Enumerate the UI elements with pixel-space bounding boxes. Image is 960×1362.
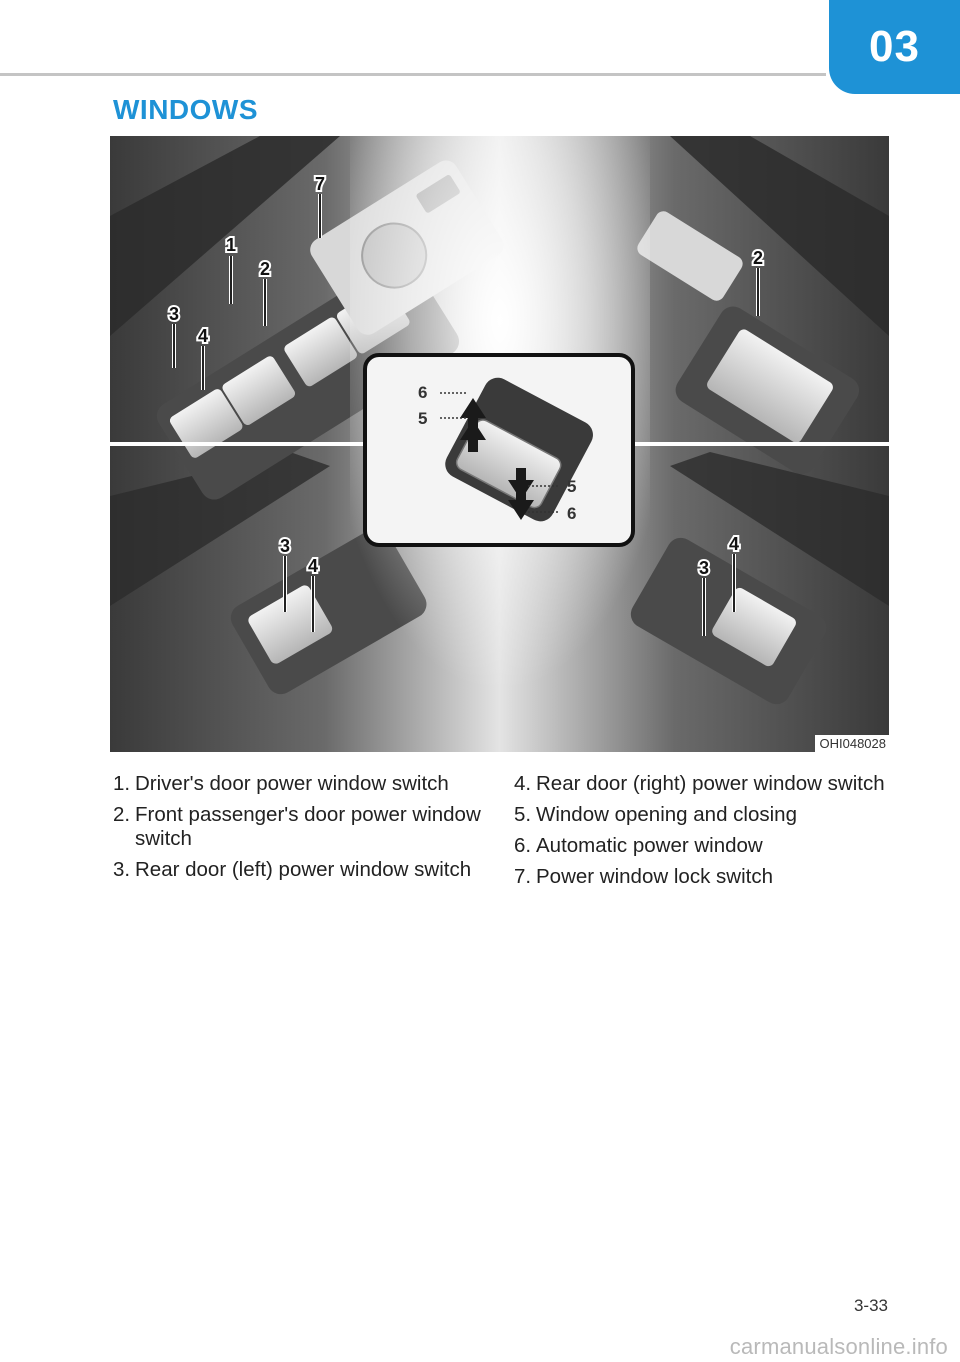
legend-item-number: 1. <box>113 772 131 795</box>
watermark: carmanualsonline.info <box>729 1334 948 1359</box>
page-number: 3-33 <box>853 1296 888 1315</box>
legend-item-number: 7. <box>514 865 532 888</box>
callout-3: 3 <box>168 304 180 324</box>
legend-item <box>113 858 493 882</box>
legend-item <box>113 803 493 851</box>
section-title: WINDOWS <box>113 94 259 125</box>
legend-item-number: 3. <box>113 858 131 881</box>
callout-2: 2 <box>259 259 271 279</box>
inset-label-6-bottom: 6 <box>567 504 577 523</box>
legend-item-text: Automatic power window <box>536 834 763 857</box>
switch-operation-inset <box>365 355 633 545</box>
legend-item <box>514 803 894 827</box>
figure-code: OHI048028 <box>815 735 890 752</box>
legend-left <box>113 772 493 889</box>
inset-label-6-top: 6 <box>418 383 428 402</box>
legend-item-text: Front passenger's door power window switch <box>135 803 481 850</box>
legend-item <box>514 865 894 889</box>
legend-item-text: Rear door (left) power window switch <box>135 858 472 881</box>
legend-item-text: Driver's door power window switch <box>135 772 449 795</box>
legend-item-text: Power window lock switch <box>536 865 773 888</box>
chapter-number: 03 <box>869 22 920 71</box>
inset-label-5-bottom: 5 <box>567 477 577 496</box>
callout-3-rear-right: 3 <box>698 558 710 578</box>
window-switches-figure <box>110 136 889 752</box>
legend-item <box>113 772 493 796</box>
legend-item-text: Rear door (right) power window switch <box>536 772 885 795</box>
callout-7: 7 <box>314 174 326 194</box>
callout-1: 1 <box>225 235 237 255</box>
callout-4-rear-right: 4 <box>728 534 740 554</box>
legend-item-number: 2. <box>113 803 131 826</box>
legend-item-text: Window opening and closing <box>536 803 797 826</box>
header-rule <box>0 73 826 76</box>
legend-right <box>514 772 894 896</box>
legend-item-number: 4. <box>514 772 532 795</box>
legend-item <box>514 834 894 858</box>
legend-item-number: 5. <box>514 803 532 826</box>
callout-4-rear-left: 4 <box>307 556 319 576</box>
chapter-tab <box>829 0 960 94</box>
legend-item <box>514 772 894 796</box>
callout-4: 4 <box>197 326 209 346</box>
figure-illustration <box>110 136 889 752</box>
inset-label-5-top: 5 <box>418 409 428 428</box>
callout-2-passenger: 2 <box>752 248 764 268</box>
legend-item-number: 6. <box>514 834 532 857</box>
callout-3-rear-left: 3 <box>279 536 291 556</box>
